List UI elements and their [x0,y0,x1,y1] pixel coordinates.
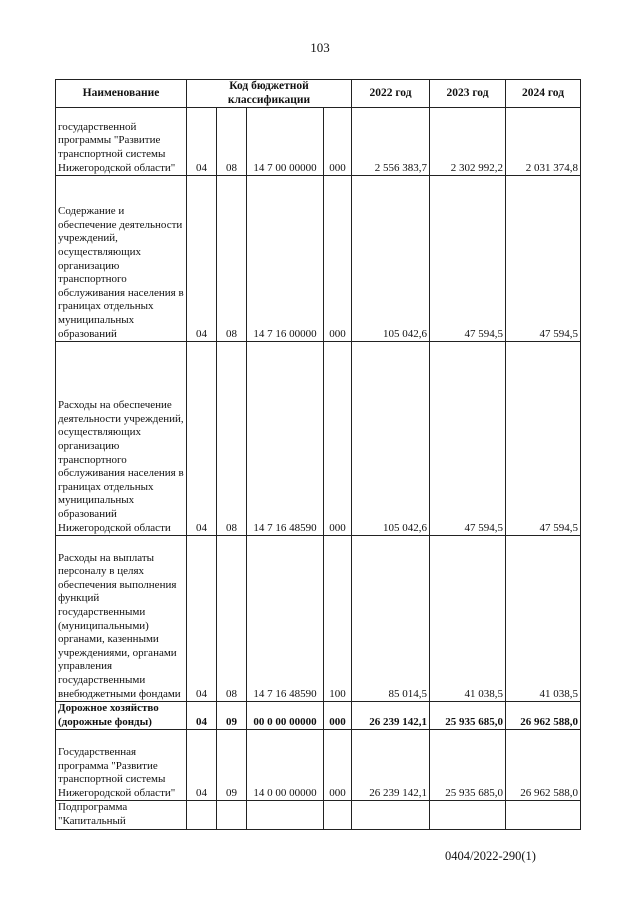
row-section: 04 [187,176,217,342]
row-subsection: 08 [217,536,247,702]
row-name: Расходы на выплаты персоналу в целях обеспечения выполнения функций государственными (муниципальными) органами, казенными учреждениями, органами управления государственными внебюджетными фондами [56,536,187,702]
row-value-2024 [506,801,581,829]
row-target-code: 14 7 16 48590 [247,536,324,702]
row-value-2023: 2 302 992,2 [430,108,506,176]
row-value-2024: 26 962 588,0 [506,702,581,730]
row-value-2022: 26 239 142,1 [352,702,430,730]
row-value-2023: 47 594,5 [430,342,506,536]
row-section: 04 [187,702,217,730]
row-subsection: 08 [217,108,247,176]
table-row [56,176,581,342]
row-target-code: 14 7 16 00000 [247,176,324,342]
row-target-code [247,801,324,829]
row-name: Расходы на обеспечение деятельности учреждений, осуществляющих организацию транспортного обслуживания населения в границах отдельных муниципальных образований Нижегородской области [56,342,187,536]
header-2023: 2023 год [430,80,506,108]
row-target-code: 14 0 00 00000 [247,730,324,801]
row-section: 04 [187,342,217,536]
row-value-2024: 47 594,5 [506,176,581,342]
row-expense-type [324,801,352,829]
header-name: Наименование [56,80,187,108]
row-section: 04 [187,730,217,801]
row-value-2024: 47 594,5 [506,342,581,536]
row-value-2024: 41 038,5 [506,536,581,702]
row-expense-type: 000 [324,176,352,342]
row-subsection: 09 [217,730,247,801]
page-number: 103 [310,40,330,55]
table-row [56,702,581,730]
row-target-code: 00 0 00 00000 [247,702,324,730]
row-value-2022: 105 042,6 [352,342,430,536]
row-name: Дорожное хозяйство (дорожные фонды) [56,702,187,730]
row-target-code: 14 7 00 00000 [247,108,324,176]
budget-table [55,79,581,830]
row-name: Содержание и обеспечение деятельности учреждений, осуществляющих организацию транспортного обслуживания населения в границах отдельных муниципальных образований [56,176,187,342]
table-row [56,342,581,536]
row-value-2023: 25 935 685,0 [430,730,506,801]
row-value-2022: 105 042,6 [352,176,430,342]
table-row [56,536,581,702]
row-expense-type: 100 [324,536,352,702]
document-code: 0404/2022-290(1) [445,849,536,863]
row-subsection: 09 [217,702,247,730]
header-2022: 2022 год [352,80,430,108]
row-name: Государственная программа "Развитие транспортной системы Нижегородской области" [56,730,187,801]
row-name: Подпрограмма "Капитальный [56,801,187,829]
table-row [56,801,581,829]
row-name: государственной программы "Развитие транспортной системы Нижегородской области" [56,108,187,176]
row-value-2022: 26 239 142,1 [352,730,430,801]
row-value-2022 [352,801,430,829]
row-expense-type: 000 [324,702,352,730]
table-row [56,730,581,801]
row-value-2023: 47 594,5 [430,176,506,342]
table-row [56,108,581,176]
row-value-2024: 2 031 374,8 [506,108,581,176]
row-value-2024: 26 962 588,0 [506,730,581,801]
row-subsection [217,801,247,829]
row-value-2023: 41 038,5 [430,536,506,702]
row-section [187,801,217,829]
row-expense-type: 000 [324,730,352,801]
row-value-2023 [430,801,506,829]
row-section: 04 [187,108,217,176]
row-value-2022: 2 556 383,7 [352,108,430,176]
row-section: 04 [187,536,217,702]
row-subsection: 08 [217,342,247,536]
header-2024: 2024 год [506,80,581,108]
row-subsection: 08 [217,176,247,342]
header-code: Код бюджетной классификации [187,80,352,108]
row-expense-type: 000 [324,342,352,536]
row-value-2022: 85 014,5 [352,536,430,702]
row-expense-type: 000 [324,108,352,176]
row-target-code: 14 7 16 48590 [247,342,324,536]
row-value-2023: 25 935 685,0 [430,702,506,730]
header-row [56,80,581,108]
